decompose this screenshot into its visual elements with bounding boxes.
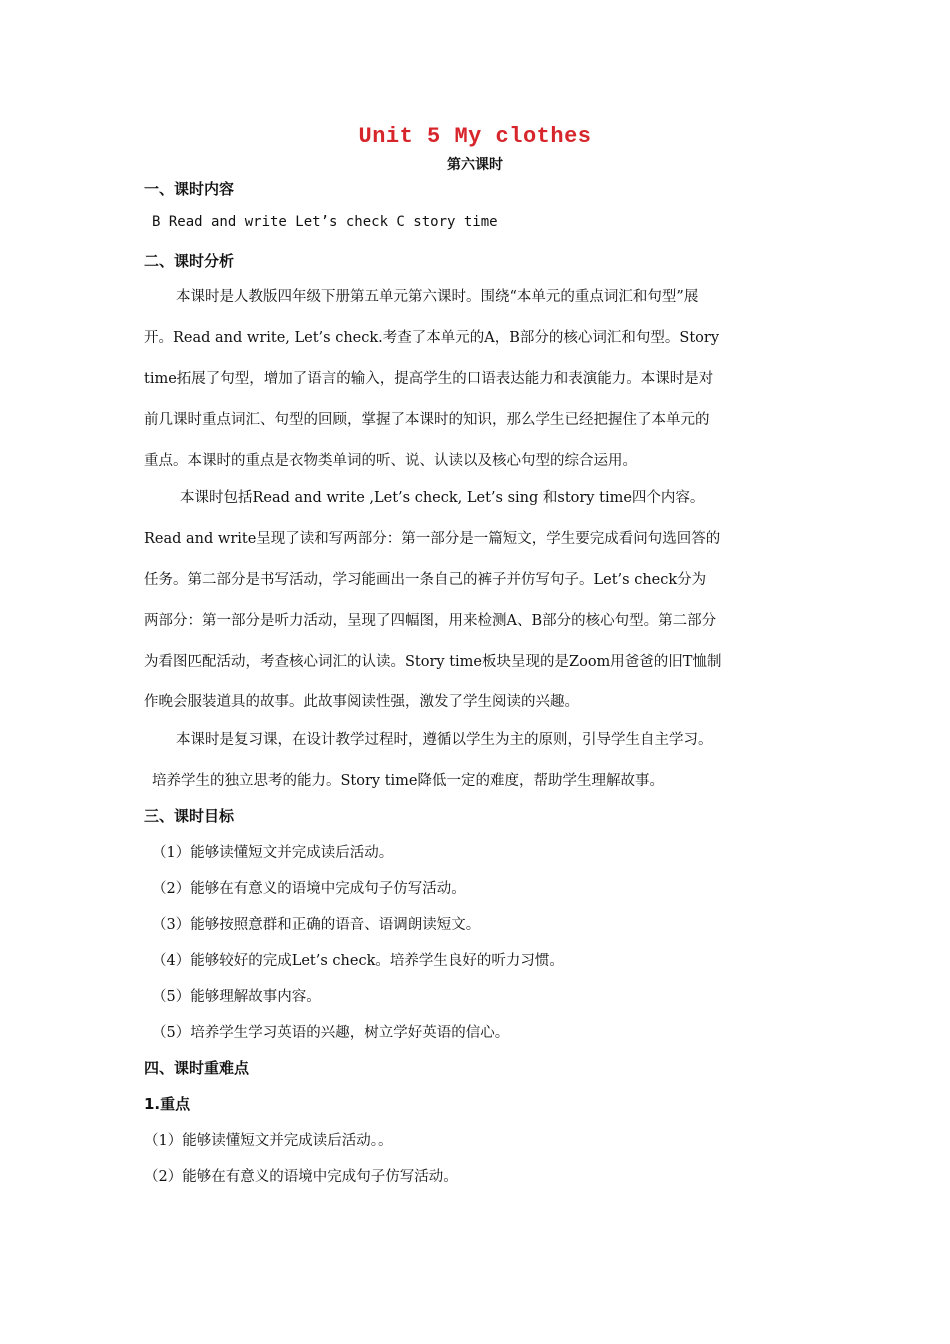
analysis-paragraph-1-line: 开。Read and write, Let’s check.考查了本单元的A，B部分的核心词汇和句型。Story: [144, 330, 720, 346]
analysis-paragraph-2-line: 本课时包括Read and write ,Let’s check, Let’s sing 和story time四个内容。: [180, 490, 705, 506]
analysis-paragraph-2-line: 两部分：第一部分是听力活动，呈现了四幅图，用来检测A、B部分的核心句型。第二部分: [144, 613, 717, 629]
objective-item: （3）能够按照意群和正确的语音、语调朗读短文。: [152, 917, 481, 933]
section-heading-objectives: 三、课时目标: [144, 807, 235, 825]
analysis-paragraph-1-line: 重点。本课时的重点是衣物类单词的听、说、认读以及核心句型的综合运用。: [144, 453, 637, 469]
key-point-item: （1）能够读懂短文并完成读后活动。。: [144, 1133, 393, 1149]
document-subtitle: 第六课时: [447, 157, 503, 173]
section-heading-content: 一、课时内容: [144, 180, 235, 198]
analysis-paragraph-2-line: Read and write呈现了读和写两部分：第一部分是一篇短文，学生要完成看问句选回答的: [144, 531, 721, 547]
section-heading-analysis: 二、课时分析: [144, 252, 235, 270]
objective-item: （2）能够在有意义的语境中完成句子仿写活动。: [152, 881, 466, 897]
objective-item: （5）能够理解故事内容。: [152, 989, 321, 1005]
lesson-content-text: B Read and write Let’s check C story time: [152, 214, 498, 230]
objective-item: （5）培养学生学习英语的兴趣，树立学好英语的信心。: [152, 1025, 510, 1041]
analysis-paragraph-1-line: 前几课时重点词汇、句型的回顾，掌握了本课时的知识，那么学生已经把握住了本单元的: [144, 412, 710, 428]
analysis-paragraph-2-line: 任务。第二部分是书写活动，学习能画出一条自己的裤子并仿写句子。Let’s check分为: [144, 572, 707, 588]
objective-item: （1）能够读懂短文并完成读后活动。: [152, 845, 394, 861]
analysis-paragraph-1-line: time拓展了句型，增加了语言的输入，提高学生的口语表达能力和表演能力。本课时是对: [144, 371, 714, 387]
analysis-paragraph-3-line: 本课时是复习课，在设计教学过程时，遵循以学生为主的原则，引导学生自主学习。: [176, 732, 713, 748]
analysis-paragraph-3-line: 培养学生的独立思考的能力。Story time降低一定的难度，帮助学生理解故事。: [152, 773, 665, 789]
key-point-item: （2）能够在有意义的语境中完成句子仿写活动。: [144, 1169, 458, 1185]
analysis-paragraph-1-line: 本课时是人教版四年级下册第五单元第六课时。围绕“本单元的重点词汇和句型”展: [176, 289, 699, 305]
objective-item: （4）能够较好的完成Let’s check。培养学生良好的听力习惯。: [152, 953, 564, 969]
section-heading-key-points: 四、课时重难点: [144, 1059, 250, 1077]
document-title: Unit 5 My clothes: [358, 124, 592, 149]
analysis-paragraph-2-line: 作晚会服装道具的故事。此故事阅读性强，激发了学生阅读的兴趣。: [144, 694, 579, 710]
sub-heading-key-points: 1.重点: [144, 1095, 191, 1113]
analysis-paragraph-2-line: 为看图匹配活动，考查核心词汇的认读。Story time板块呈现的是Zoom用爸爸的旧T恤制: [144, 654, 722, 670]
